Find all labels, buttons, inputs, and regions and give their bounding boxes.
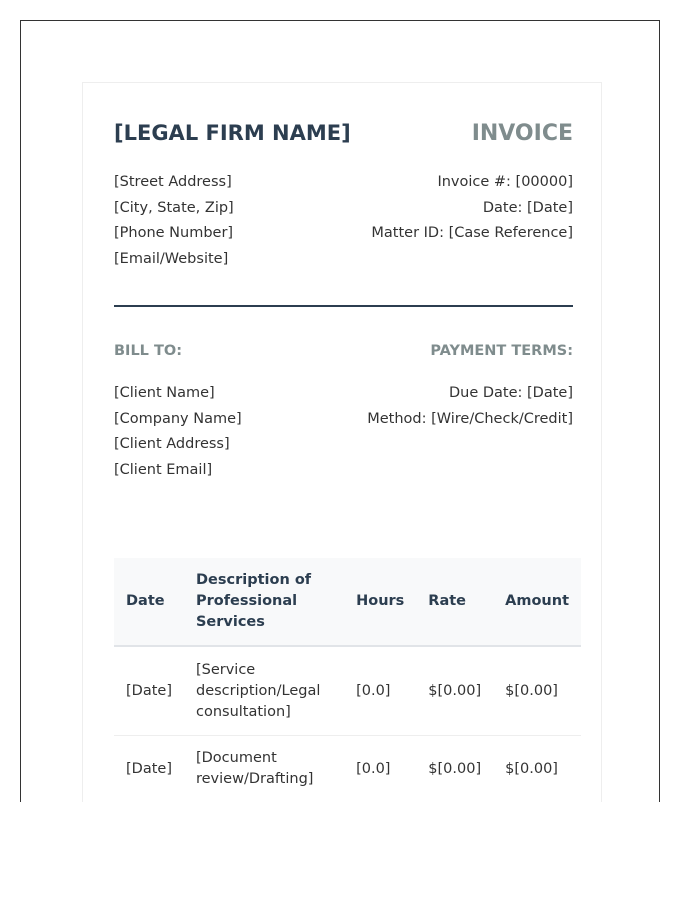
bill-to-block <box>114 381 242 484</box>
table-row <box>114 646 581 736</box>
cell-date: [Date] <box>114 646 184 736</box>
firm-city-state-zip: [City, State, Zip] <box>114 199 234 216</box>
invoice-title: INVOICE <box>471 121 573 146</box>
matter-id: Matter ID: [Case Reference] <box>371 225 573 242</box>
invoice-content <box>114 83 582 787</box>
cell-rate: $[0.00] <box>416 646 493 736</box>
payment-method: Method: [Wire/Check/Credit] <box>367 410 573 427</box>
invoice-meta <box>371 170 573 247</box>
client-address: [Client Address] <box>114 436 230 453</box>
header-date: Date <box>126 593 165 609</box>
cell-hours: [0.0] <box>344 646 416 736</box>
cell-amount: $[0.00] <box>493 646 581 736</box>
payment-terms-label: PAYMENT TERMS: <box>430 343 573 359</box>
invoice-header <box>114 83 582 305</box>
table-header <box>114 558 581 646</box>
header-rate: Rate <box>428 593 467 609</box>
firm-address <box>114 170 234 273</box>
cell-hours: [0.0] <box>344 736 416 803</box>
invoice-page <box>82 82 602 802</box>
header-amount: Amount <box>505 593 569 609</box>
document-viewport <box>20 20 660 802</box>
firm-phone: [Phone Number] <box>114 225 234 242</box>
client-name: [Client Name] <box>114 385 215 401</box>
header-divider <box>114 305 573 307</box>
services-table <box>114 558 581 802</box>
table-body <box>114 646 581 802</box>
firm-street: [Street Address] <box>114 174 232 190</box>
table-row <box>114 736 581 803</box>
firm-email-website: [Email/Website] <box>114 251 229 268</box>
header-hours: Hours <box>356 593 405 609</box>
due-date: Due Date: [Date] <box>448 385 573 401</box>
table-header-row <box>114 558 581 646</box>
bill-to-label: BILL TO: <box>114 343 182 359</box>
payment-terms-block <box>367 381 573 432</box>
firm-name: [LEGAL FIRM NAME] <box>114 121 351 145</box>
cell-amount: $[0.00] <box>493 736 581 803</box>
client-email: [Client Email] <box>114 462 213 479</box>
invoice-date: Date: [Date] <box>482 199 573 216</box>
invoice-number: Invoice #: [00000] <box>437 174 573 190</box>
cell-description: [Document review/Drafting] <box>184 736 344 803</box>
company-name: [Company Name] <box>114 410 242 427</box>
cell-description: [Service description/Legal consultation] <box>184 646 344 736</box>
header-description: Description of Professional Services <box>195 572 312 630</box>
cell-date: [Date] <box>114 736 184 803</box>
cell-rate: $[0.00] <box>416 736 493 803</box>
